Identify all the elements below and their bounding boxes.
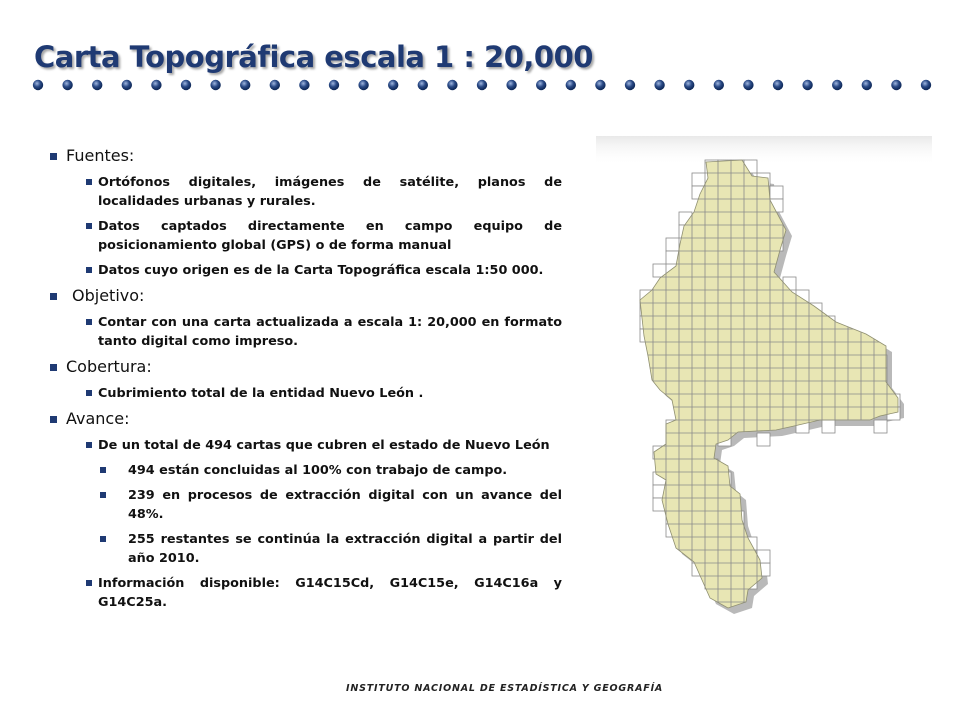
- bullet-icon: [86, 442, 92, 448]
- content-list: [50, 146, 562, 618]
- bullet-icon: [100, 536, 106, 542]
- section-heading: Objetivo:: [72, 286, 145, 305]
- divider-dot: [210, 80, 220, 90]
- grid-cell: [822, 420, 835, 433]
- grid-cell: [874, 420, 887, 433]
- divider-dot: [625, 80, 635, 90]
- list-item-text: Información disponible: G14C15Cd, G14C15e, G14C16a y G14C25a.: [98, 576, 562, 610]
- list-item: [50, 261, 562, 280]
- section-heading: Fuentes:: [66, 146, 135, 165]
- divider-dot: [891, 80, 901, 90]
- institution-logo-text: INSTITUTO NACIONAL DE ESTADÍSTICA Y GEOGRAFÍA: [346, 683, 664, 694]
- list-item: [50, 436, 562, 455]
- state-map: [590, 128, 940, 688]
- bullet-icon: [50, 416, 57, 423]
- divider-dot: [773, 80, 783, 90]
- list-item-text: Datos cuyo origen es de la Carta Topográfica escala 1:50 000.: [98, 263, 544, 278]
- section-cobertura: [50, 357, 562, 377]
- grid-cell: [757, 433, 770, 446]
- list-item-text: De un total de 494 cartas que cubren el estado de Nuevo León: [98, 438, 550, 453]
- dotted-divider: [30, 76, 936, 96]
- divider-dot: [654, 80, 664, 90]
- grid-cell: [692, 173, 705, 186]
- divider-dot: [62, 80, 72, 90]
- section-heading: Avance:: [66, 409, 130, 428]
- sub-list-item: [50, 486, 562, 524]
- sub-list-item: [50, 530, 562, 568]
- grid-cell: [770, 186, 783, 199]
- list-item-text: 255 restantes se continúa la extracción digital a partir del año 2010.: [128, 532, 562, 566]
- divider-dot: [684, 80, 694, 90]
- divider-dot: [802, 80, 812, 90]
- bullet-icon: [86, 179, 92, 185]
- section-avance: [50, 409, 562, 429]
- map-backdrop: [596, 136, 932, 166]
- divider-dot: [743, 80, 753, 90]
- divider-dot: [240, 80, 250, 90]
- divider-dot: [299, 80, 309, 90]
- list-item: [50, 384, 562, 403]
- divider-dot: [832, 80, 842, 90]
- bullet-icon: [86, 223, 92, 229]
- divider-dot: [329, 80, 339, 90]
- section-fuentes: [50, 146, 562, 166]
- divider-dot: [595, 80, 605, 90]
- section-objetivo: [50, 286, 562, 306]
- bullet-icon: [50, 293, 57, 300]
- divider-dot: [418, 80, 428, 90]
- divider-dot: [536, 80, 546, 90]
- divider-dot: [151, 80, 161, 90]
- divider-dot: [33, 80, 43, 90]
- sub-list-item: [50, 461, 562, 480]
- list-item-text: Ortófonos digitales, imágenes de satélite, planos de localidades urbanas y rurales.: [98, 175, 562, 209]
- divider-dot: [506, 80, 516, 90]
- divider-dot: [714, 80, 724, 90]
- divider-dot: [477, 80, 487, 90]
- section-heading: Cobertura:: [66, 357, 152, 376]
- divider-dot: [92, 80, 102, 90]
- divider-dot: [921, 80, 931, 90]
- bullet-icon: [100, 467, 106, 473]
- list-item: [50, 313, 562, 351]
- divider-dot: [447, 80, 457, 90]
- bullet-icon: [86, 390, 92, 396]
- bullet-icon: [100, 492, 106, 498]
- bullet-icon: [86, 267, 92, 273]
- divider-dot: [270, 80, 280, 90]
- divider-dot: [862, 80, 872, 90]
- bullet-icon: [86, 319, 92, 325]
- divider-dot: [122, 80, 132, 90]
- list-item-text: Cubrimiento total de la entidad Nuevo León .: [98, 386, 424, 401]
- bullet-icon: [50, 153, 57, 160]
- list-item-text: Contar con una carta actualizada a escala 1: 20,000 en formato tanto digital como impreso.: [98, 315, 562, 349]
- bullet-icon: [50, 364, 57, 371]
- list-item: [50, 173, 562, 211]
- list-item-text: Datos captados directamente en campo equipo de posicionamiento global (GPS) o de forma manual: [98, 219, 562, 253]
- divider-dot: [388, 80, 398, 90]
- list-item-text: 494 están concluidas al 100% con trabajo de campo.: [128, 463, 508, 478]
- bullet-icon: [86, 580, 92, 586]
- divider-dot: [358, 80, 368, 90]
- divider-dot: [566, 80, 576, 90]
- list-item: [50, 217, 562, 255]
- grid-cell: [666, 238, 679, 251]
- list-item: [50, 574, 562, 612]
- slide-title: Carta Topográfica escala 1 : 20,000: [34, 40, 593, 74]
- divider-dot: [181, 80, 191, 90]
- list-item-text: 239 en procesos de extracción digital con un avance del 48%.: [128, 488, 562, 522]
